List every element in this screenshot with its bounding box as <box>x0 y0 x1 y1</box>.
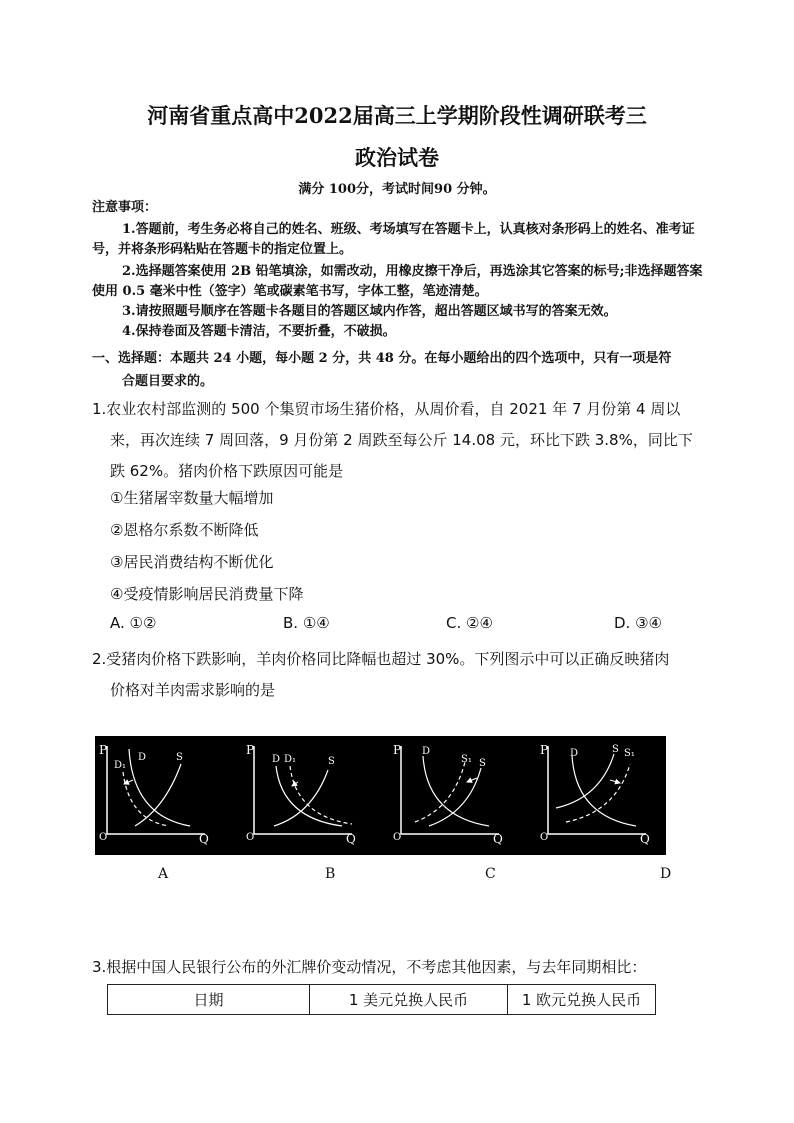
panel-b-curve-1: D <box>272 754 281 765</box>
notice-item-1: 1.答题前，考生务必将自己的姓名、班级、考场填写在答题卡上，认真核对条形码上的姓名、准考证号，并将条形码粘贴在答题卡的指定位置上。 <box>92 222 695 257</box>
table-header-usd: 1 美元兑换人民币 <box>310 985 508 1015</box>
question-1-statement-1: ①生猪屠宰数量大幅增加 <box>110 489 274 507</box>
question-2-line2: 价格对羊肉需求影响的是 <box>110 681 276 699</box>
panel-c-axis-p: P <box>393 743 402 757</box>
choice-a[interactable]: A. ①② <box>110 614 157 632</box>
figure-label-a[interactable]: A <box>158 866 169 882</box>
notice-item-4: 4.保持卷面及答题卡清洁，不要折叠，不破损。 <box>122 324 396 339</box>
section-heading <box>92 347 707 393</box>
question-1-statement-3: ③居民消费结构不断优化 <box>110 553 274 571</box>
panel-c-axis-q: Q <box>493 832 503 846</box>
panel-d-graph <box>540 743 650 846</box>
panel-c-curve-1: D <box>422 746 431 757</box>
table-header-date: 日期 <box>108 985 310 1015</box>
panel-d-axis-p: P <box>540 743 549 757</box>
panel-a-curve-2: D <box>138 752 147 763</box>
panel-b-curve-3: S <box>328 756 335 767</box>
question-1-statement-4: ④受疫情影响居民消费量下降 <box>110 585 304 603</box>
exam-subject: 政治试卷 <box>355 145 439 170</box>
panel-a-curve-1: D₁ <box>114 760 127 771</box>
score-info: 满分 100分，考试时间90 分钟。 <box>298 182 496 197</box>
question-1-line1: 1.农业农村部监测的 500 个集贸市场生猪价格，从周价看，自 2021 年 7 月份第 4 周以 <box>92 400 681 418</box>
panel-d-curve-2: S <box>612 744 619 755</box>
panel-c-graph <box>393 743 503 846</box>
exam-title: 河南省重点高中2022届高三上学期阶段性调研联考三 <box>147 103 647 128</box>
panel-b-origin: O <box>246 832 255 843</box>
question-1-line2: 来，再次连续 7 周回落，9 月份第 2 周跌至每公斤 14.08 元，环比下跌 3.8%，同比下 <box>110 431 693 449</box>
panel-d-axis-q: Q <box>640 832 650 846</box>
panel-a-graph <box>99 743 209 846</box>
panel-a-axis-p: P <box>99 743 108 757</box>
exchange-rate-table <box>107 984 656 1015</box>
notice-heading: 注意事项： <box>92 200 158 215</box>
question-3: 3.根据中国人民银行公布的外汇牌价变动情况，不考虑其他因素，与去年同期相比： <box>92 958 647 976</box>
figure-label-c[interactable]: C <box>485 866 496 882</box>
question-1 <box>92 394 707 487</box>
panel-c-curve-2: S₁ <box>461 754 472 765</box>
panel-b-axis-q: Q <box>346 832 356 846</box>
question-1-line3: 跌 62%。猪肉价格下跌原因可能是 <box>110 462 344 480</box>
section-heading-line1: 一、选择题：本题共 24 小题，每小题 2 分，共 48 分。在每小题给出的四个选项中，只有一项是符 <box>92 351 672 366</box>
question-2-line1: 2.受猪肉价格下跌影响，羊肉价格同比降幅也超过 30%。下列图示中可以正确反映猪肉 <box>92 650 670 668</box>
table-row <box>108 985 656 1015</box>
panel-a-curve-3: S <box>176 752 183 763</box>
supply-demand-graphs <box>95 736 666 855</box>
panel-d-origin: O <box>540 832 549 843</box>
panel-c-curve-3: S <box>479 758 486 769</box>
question-1-choices <box>110 614 710 638</box>
choice-d[interactable]: D. ③④ <box>614 614 662 632</box>
supply-demand-figure <box>95 736 666 855</box>
panel-c-origin: O <box>393 832 402 843</box>
panel-b-graph <box>246 743 356 846</box>
figure-label-b[interactable]: B <box>325 866 336 882</box>
figure-label-d[interactable]: D <box>660 866 672 882</box>
question-2 <box>92 644 707 706</box>
question-1-statement-2: ②恩格尔系数不断降低 <box>110 521 259 539</box>
panel-b-curve-2: D₁ <box>284 754 297 765</box>
notice-item-3: 3.请按照题号顺序在答题卡各题目的答题区域内作答，超出答题区域书写的答案无效。 <box>122 304 617 319</box>
section-heading-line2: 合题目要求的。 <box>122 374 214 389</box>
choice-b[interactable]: B. ①④ <box>283 614 330 632</box>
table-header-eur: 1 欧元兑换人民币 <box>508 985 656 1015</box>
panel-a-axis-q: Q <box>199 832 209 846</box>
panel-b-axis-p: P <box>246 743 255 757</box>
panel-a-origin: O <box>99 832 108 843</box>
notice-item-2: 2.选择题答案使用 2B 铅笔填涂，如需改动，用橡皮擦干净后，再选涂其它答案的标号;非选择题答案使用 0.5 毫米中性（签字）笔或碳素笔书写，字体工整，笔迹清楚。 <box>92 264 703 299</box>
choice-c[interactable]: C. ②④ <box>446 614 493 632</box>
panel-d-curve-3: S₁ <box>624 748 635 759</box>
panel-d-curve-1: D <box>570 748 579 759</box>
